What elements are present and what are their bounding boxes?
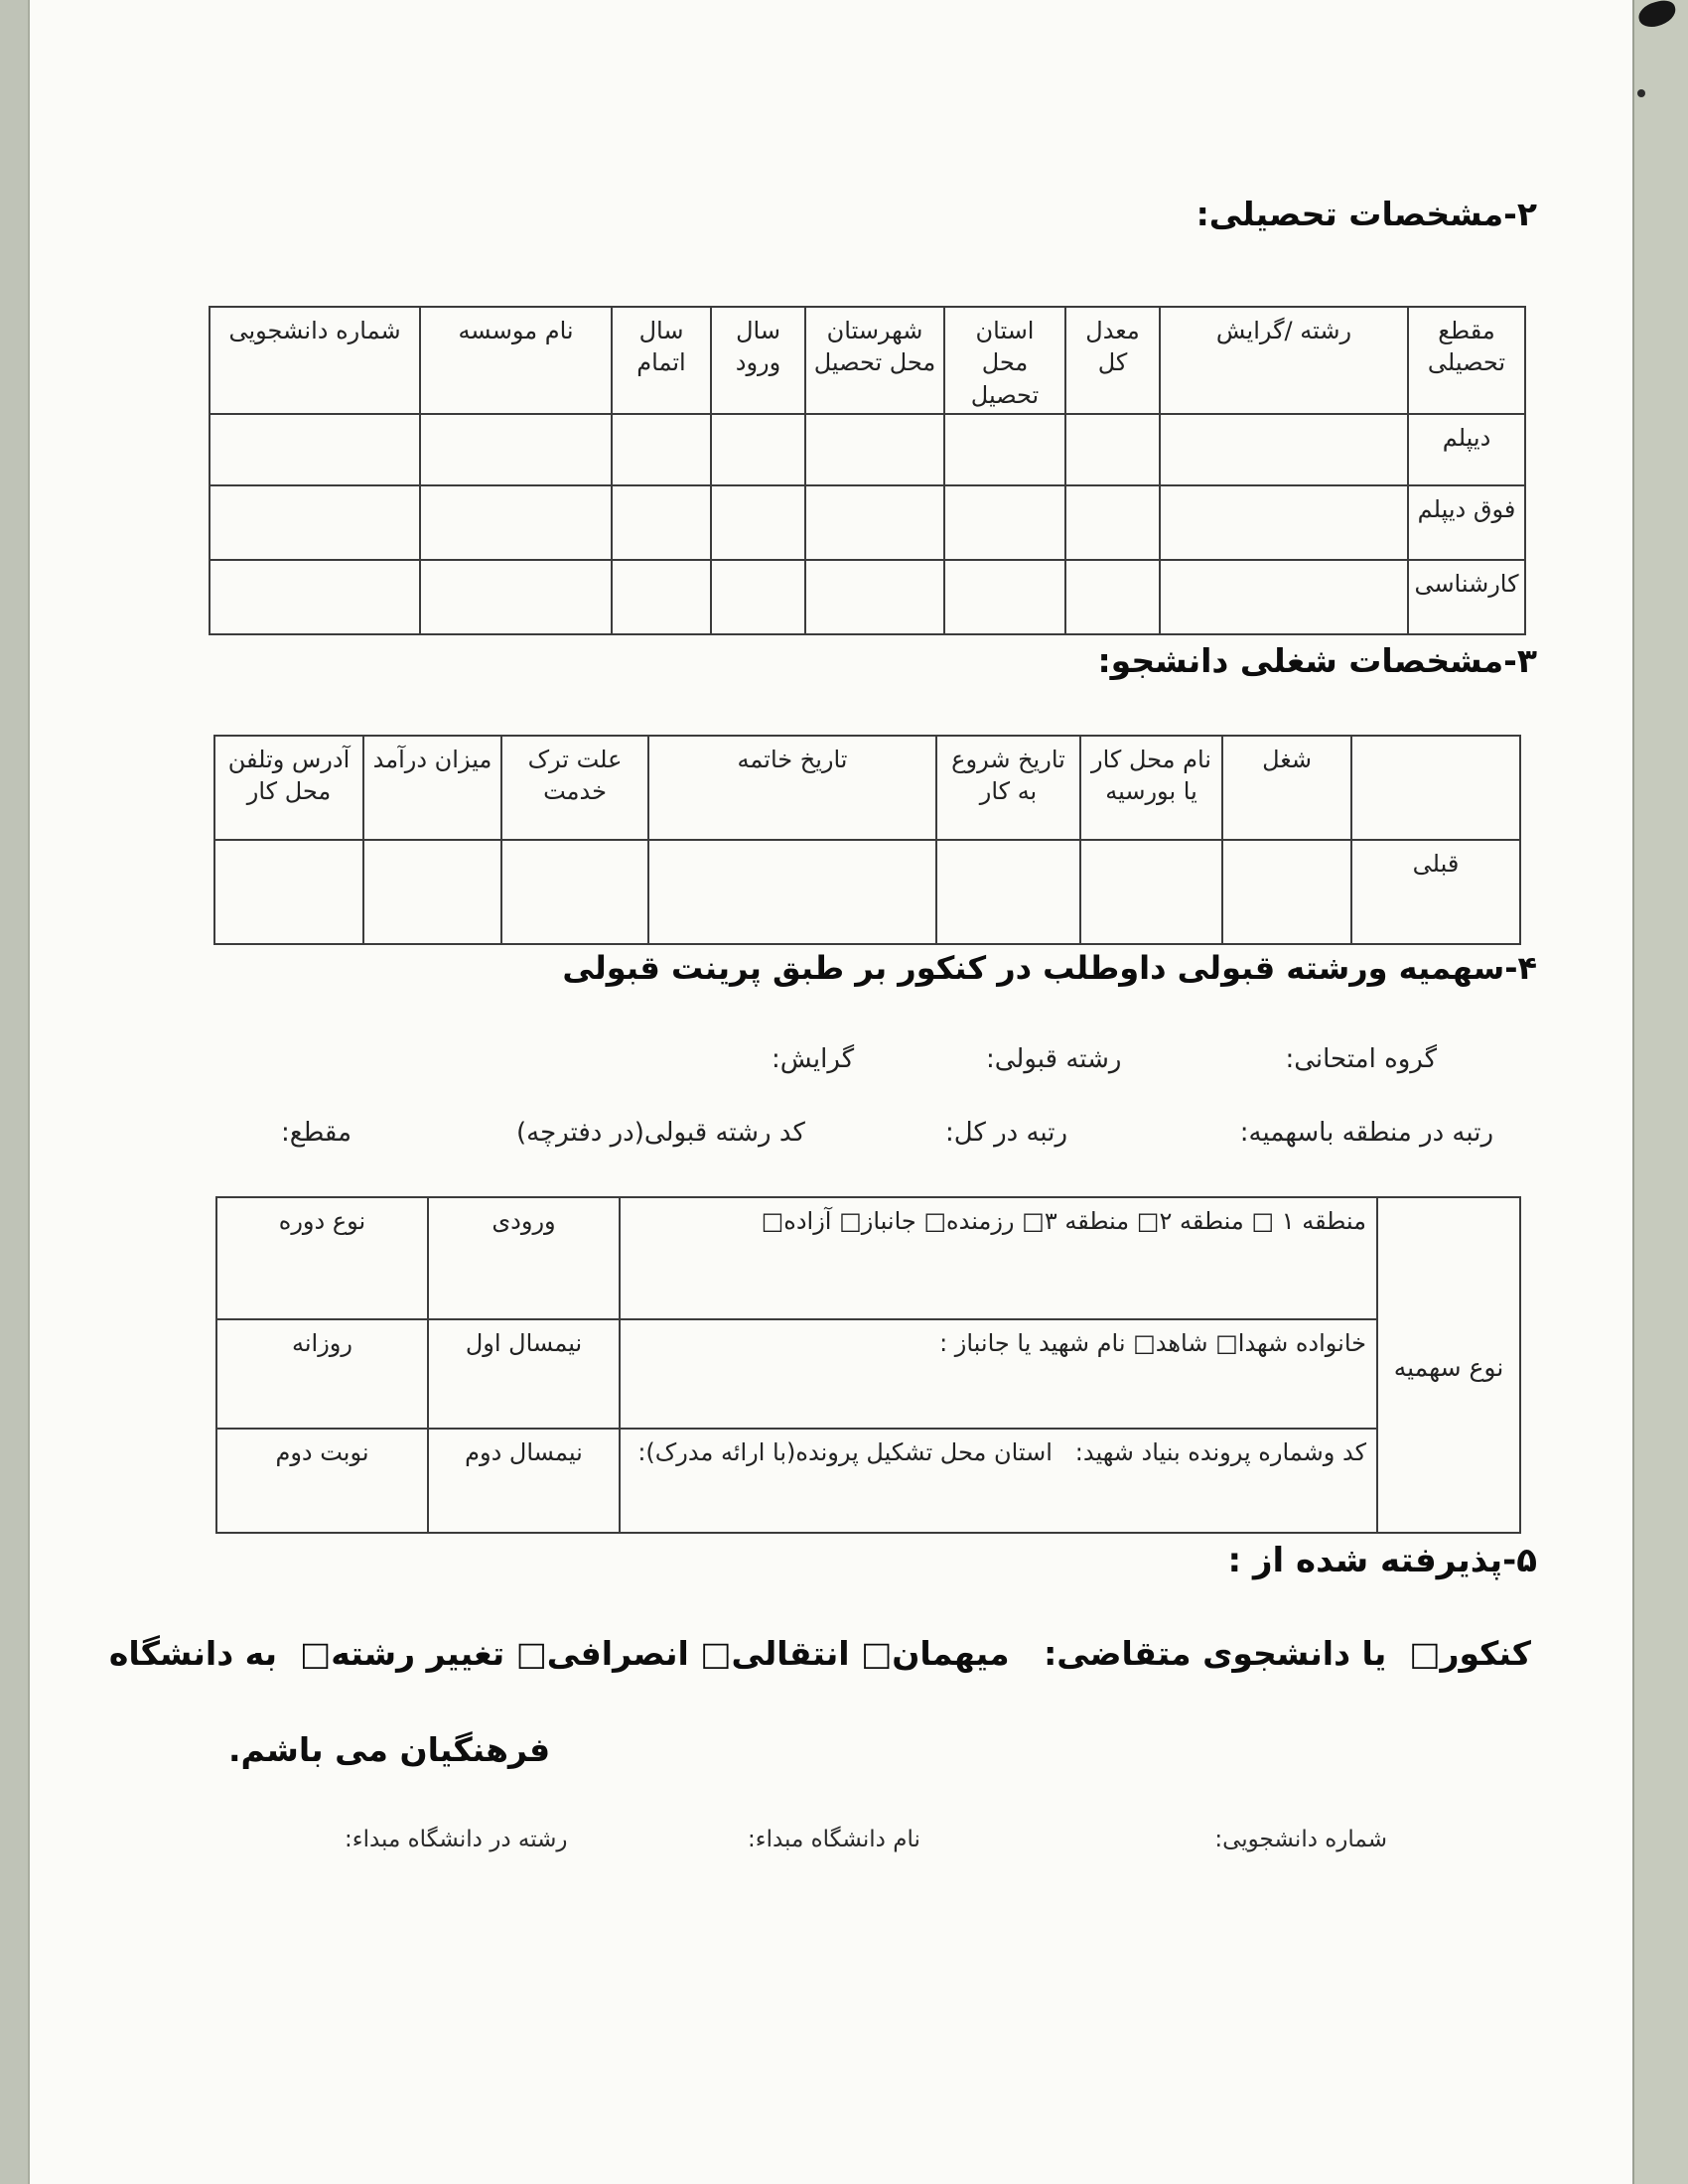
accepted-major-label: رشته قبولی: [986,1044,1122,1074]
acceptance-continuation-line: فرهنگیان می باشم. [228,1730,551,1769]
empty-cell [1065,485,1160,560]
empty-cell [805,485,944,560]
education-table [209,306,1526,635]
quota-row-martyr-family [216,1319,1520,1429]
t1-col-city: شهرستان محل تحصیل [805,307,944,414]
branch-label: گرایش: [772,1044,855,1074]
empty-cell [648,840,936,944]
employment-table [213,735,1521,945]
quota-first-semester-label: نیمسال اول [428,1319,620,1429]
empty-cell [1160,485,1408,560]
t2-col-job: شغل [1222,736,1351,840]
t2-col-workplace: نام محل کار یا بورسیه [1080,736,1222,840]
quota-foundation-file-label: کد وشماره پرونده بنیاد شهید: استان محل تشکیل پرونده(با ارائه مدرک): [620,1429,1377,1533]
footer-origin-university-label: نام دانشگاه مبداء: [748,1827,920,1852]
region-rank-label: رتبه در منطقه باسهمیه: [1239,1118,1493,1148]
quota-martyr-family-checkboxes: خانواده شهدا□ شاهد□ نام شهید یا جانباز : [620,1319,1377,1429]
empty-cell [944,560,1065,634]
t1-col-major: رشته /گرایش [1160,307,1408,414]
t1-row-label-diploma: دیپلم [1408,414,1525,485]
section-5-title: ۵-پذیرفته شده از : [1227,1541,1537,1580]
quota-second-semester-label: نیمسال دوم [428,1429,620,1533]
footer-student-number-label: شماره دانشجویی: [1214,1827,1387,1852]
empty-cell [214,840,363,944]
empty-cell [944,414,1065,485]
section-4-title: ۴-سهمیه ورشته قبولی داوطلب در کنکور بر طبق پرینت قبولی [562,949,1537,987]
quota-row-regions [216,1197,1520,1319]
empty-cell [944,485,1065,560]
empty-cell [210,560,420,634]
employment-table-header-row [214,736,1520,840]
quota-table [215,1196,1521,1534]
scan-edge-right [1632,0,1688,2184]
t2-col-start-date: تاریخ شروع به کار [936,736,1080,840]
education-table-row-associate [210,485,1525,560]
degree-label: مقطع: [281,1118,352,1148]
footer-origin-major-label: رشته در دانشگاه مبداء: [345,1827,568,1852]
education-table-row-diploma [210,414,1525,485]
quota-row-foundation-file [216,1429,1520,1533]
empty-cell [363,840,501,944]
total-rank-label: رتبه در کل: [945,1118,1068,1148]
accepted-code-label: کد رشته قبولی(در دفترچه) [516,1118,805,1148]
t1-col-gpa: معدل کل [1065,307,1160,414]
t1-row-label-bachelor: کارشناسی [1408,560,1525,634]
empty-cell [1080,840,1222,944]
empty-cell [612,560,711,634]
scan-edge-left [0,0,30,2184]
t1-col-finish-year: سال اتمام [612,307,711,414]
empty-cell [501,840,648,944]
t2-row-label-previous: قبلی [1351,840,1520,944]
quota-second-shift-label: نوبت دوم [216,1429,428,1533]
empty-cell [420,485,612,560]
quota-course-type-header: نوع دوره [216,1197,428,1319]
empty-cell [1065,560,1160,634]
empty-cell [612,485,711,560]
employment-table-row-previous [214,840,1520,944]
t1-col-province: استان محل تحصیل [944,307,1065,414]
exam-group-label: گروه امتحانی: [1285,1044,1437,1074]
t2-col-work-address: آدرس وتلفن محل کار [214,736,363,840]
empty-cell [1160,560,1408,634]
empty-cell [210,414,420,485]
empty-cell [420,560,612,634]
t2-col-leave-reason: علت ترک خدمت [501,736,648,840]
empty-cell [711,414,805,485]
t1-row-label-associate: فوق دیپلم [1408,485,1525,560]
empty-cell [805,414,944,485]
section-2-title: ۲-مشخصات تحصیلی: [1196,195,1537,233]
t1-col-student-number: شماره دانشجویی [210,307,420,414]
quota-entry-header: ورودی [428,1197,620,1319]
t1-col-degree-level: مقطع تحصیلی [1408,307,1525,414]
empty-cell [612,414,711,485]
empty-cell [1222,840,1351,944]
empty-cell [936,840,1080,944]
quota-daytime-label: روزانه [216,1319,428,1429]
empty-cell [210,485,420,560]
empty-cell [1065,414,1160,485]
empty-cell [711,560,805,634]
quota-type-side-label: نوع سهمیه [1377,1197,1520,1533]
education-table-header-row [210,307,1525,414]
t2-col-income: میزان درآمد [363,736,501,840]
scan-dot-mark [1637,89,1645,97]
empty-cell [805,560,944,634]
section-3-title: ۳-مشخصات شغلی دانشجو: [1097,641,1537,680]
empty-cell [420,414,612,485]
empty-cell [711,485,805,560]
quota-regions-checkboxes: منطقه ۱ □ منطقه ۲□ منطقه ۳□ رزمنده□ جانباز□ آزاده□ [620,1197,1377,1319]
empty-cell [1160,414,1408,485]
t1-col-institution: نام موسسه [420,307,612,414]
t2-col-end-date: تاریخ خاتمه [648,736,936,840]
t2-col-row-label [1351,736,1520,840]
education-table-row-bachelor [210,560,1525,634]
t1-col-entry-year: سال ورود [711,307,805,414]
acceptance-checkboxes-line: کنکور□ یا دانشجوی متقاضی: میهمان□ انتقالی□ انصرافی□ تغییر رشته□ به دانشگاه [108,1634,1531,1673]
